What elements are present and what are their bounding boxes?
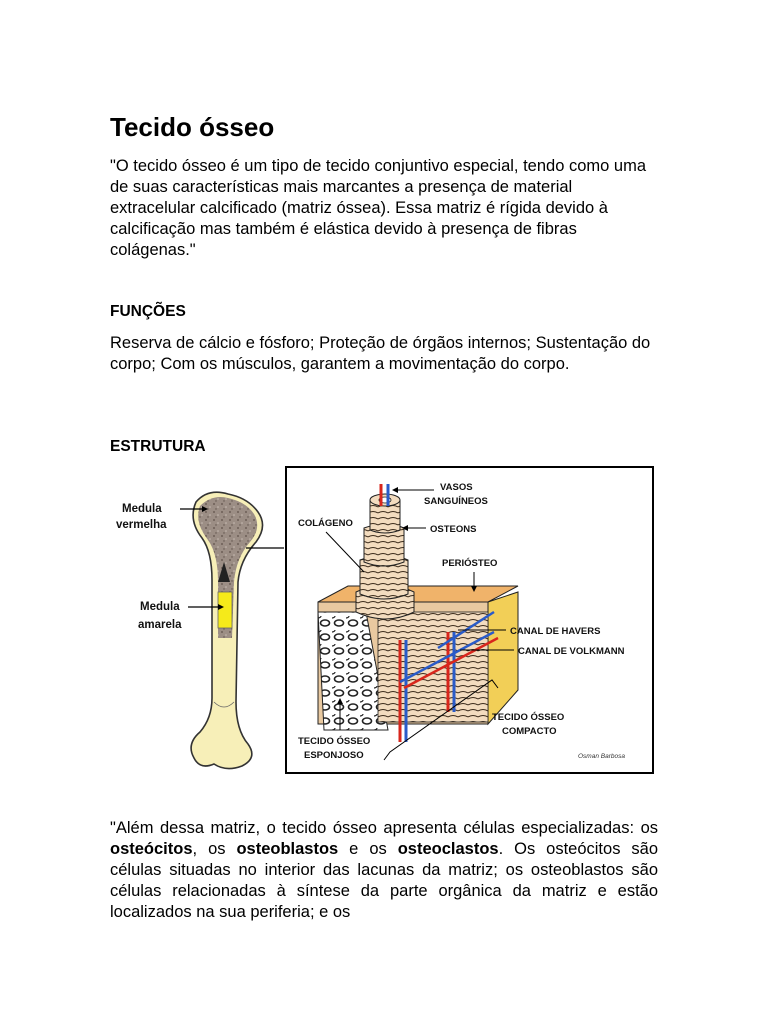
label-vasos-2: SANGUÍNEOS: [424, 496, 488, 507]
page-title: Tecido ósseo: [110, 112, 275, 142]
label-periosteo: PERIÓSTEO: [442, 558, 498, 569]
funcoes-text: Reserva de cálcio e fósforo; Proteção de órgãos internos; Sustentação do corpo; Com os músculos, garantem a movimentação do corpo.: [110, 334, 651, 373]
femur-illustration: [191, 492, 262, 768]
label-compacto-1: TECIDO ÓSSEO: [492, 712, 565, 723]
term-osteocitos: osteócitos: [110, 840, 193, 858]
label-canal-volkmann: CANAL DE VOLKMANN: [518, 646, 625, 657]
label-esponjoso-2: ESPONJOSO: [304, 750, 364, 761]
bone-structure-figure: [108, 462, 658, 778]
author-credit: Osman Barbosa: [578, 753, 625, 760]
term-osteoblastos: osteoblastos: [236, 840, 339, 858]
label-canal-havers: CANAL DE HAVERS: [510, 626, 601, 637]
label-medula-vermelha-2: vermelha: [116, 519, 167, 531]
label-vasos-1: VASOS: [440, 482, 473, 493]
estrutura-heading: ESTRUTURA: [110, 438, 206, 455]
intro-quote: "O tecido ósseo é um tipo de tecido conjuntivo especial, tendo como uma de suas características mais marcantes a presença de material extracelular calcificado (matriz óssea). Essa matriz é rígida devido à calcificação mas também é elástica devido à presença de fibras colágenas.": [110, 157, 647, 259]
label-medula-vermelha-1: Medula: [122, 503, 162, 515]
funcoes-heading: FUNÇÕES: [110, 303, 186, 320]
label-colageno: COLÁGENO: [298, 518, 353, 529]
label-compacto-2: COMPACTO: [502, 726, 557, 737]
label-osteons: OSTEONS: [430, 524, 477, 535]
celulas-quote: "Além dessa matriz, o tecido ósseo apresenta células especializadas: os osteócitos, os osteoblastos e os osteoclastos. Os osteócitos são células situadas no interior das lacunas da matriz; os osteoblastos são células relacionadas à síntese da parte orgânica da matriz e estão localizados na sua periferia; e os: [110, 819, 658, 921]
label-medula-amarela-2: amarela: [138, 619, 182, 631]
label-esponjoso-1: TECIDO ÓSSEO: [298, 736, 371, 747]
label-medula-amarela-1: Medula: [140, 601, 180, 613]
term-osteoclastos: osteoclastos: [397, 840, 499, 858]
